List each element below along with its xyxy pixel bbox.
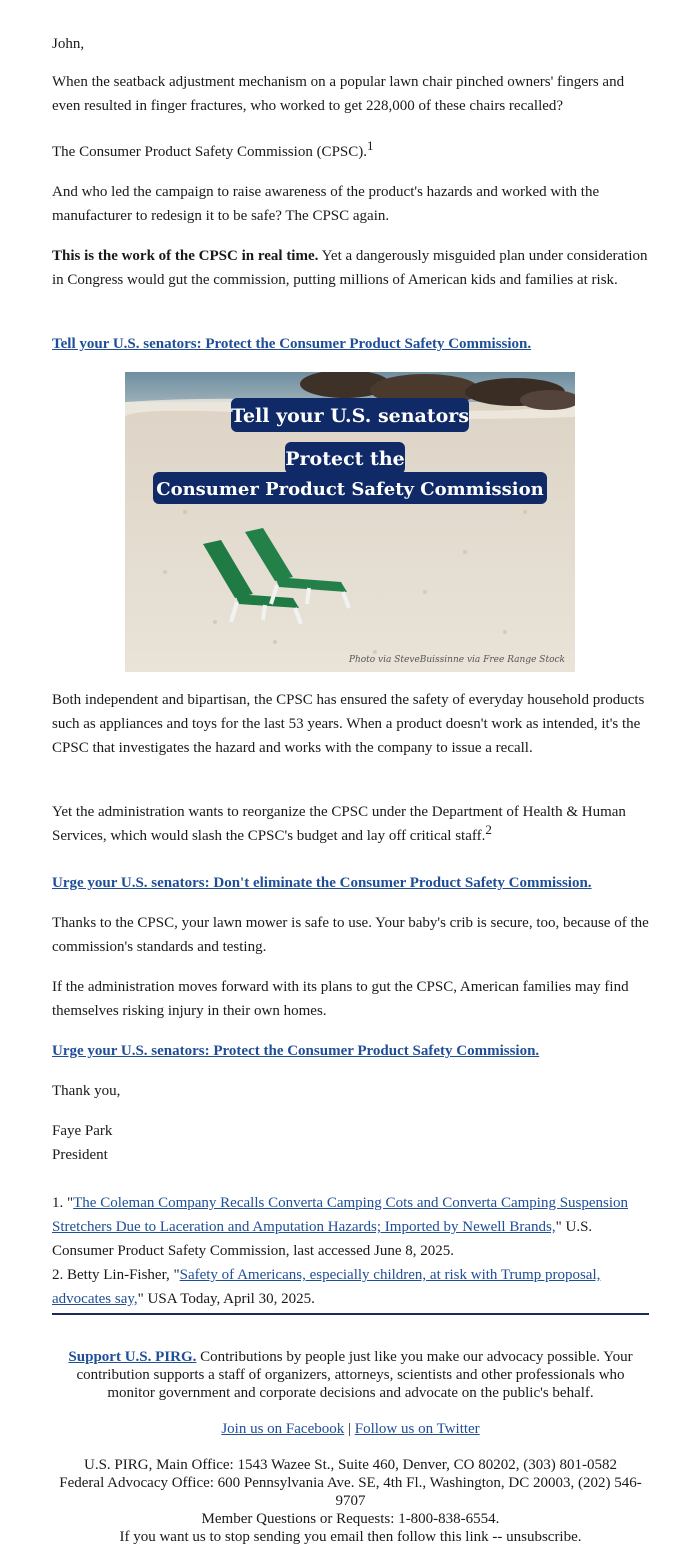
signer-title: President — [52, 1147, 108, 1163]
hero-line-2: Protect the — [285, 448, 405, 470]
footer-address-main: U.S. PIRG, Main Office: 1543 Wazee St., Suite 460, Denver, CO 80202, (303) 801-0582 — [84, 1457, 617, 1473]
footnote-ref-2[interactable]: 2 — [485, 822, 492, 837]
paragraph-threat — [52, 244, 650, 292]
hero-image[interactable] — [125, 372, 575, 672]
photo-credit: Photo via SteveBuissinne via Free Range Stock — [348, 655, 565, 665]
facebook-link[interactable]: Join us on Facebook — [221, 1421, 345, 1437]
signer-name: Faye Park — [52, 1123, 113, 1139]
paragraph-intro: When the seatback adjustment mechanism on a popular lawn chair pinched owners' fingers and even resulted in finger fractures, who worked to get 228,000 of these chairs recalled? — [52, 74, 625, 114]
hero-illustration — [125, 372, 575, 672]
paragraph-families: If the administration moves forward with its plans to gut the CPSC, American families may find themselves risking injury in their own homes. — [52, 979, 629, 1019]
footer-address-federal: Federal Advocacy Office: 600 Pennsylvania Ave. SE, 4th Fl., Washington, DC 20003, (202) 546-9707 — [59, 1475, 642, 1509]
paragraph-campaign: And who led the campaign to raise awareness of the product's hazards and worked with the manufacturer to redesign it to be safe? The CPSC again. — [52, 184, 600, 224]
greeting: John, — [52, 36, 85, 52]
support-text: Contributions by people just like you make our advocacy possible. Your contribution supports a staff of organizers, attorneys, scientists and other professionals who monitor government and corporate decisions and advocate on the public's behalf. — [76, 1349, 633, 1401]
footnote-2-suffix: " USA Today, April 30, 2025. — [137, 1291, 315, 1307]
paragraph-reorganize — [52, 800, 650, 848]
footer-unsubscribe[interactable]: If you want us to stop sending you email then follow this link -- unsubscribe. — [119, 1529, 582, 1545]
footnote-1-prefix: 1. " — [52, 1195, 74, 1211]
paragraph-threat-rest: Yet a dangerously misguided plan under consideration in Congress would gut the commission, putting millions of American kids and families at risk. — [52, 248, 648, 288]
paragraph-answer-text: The Consumer Product Safety Commission (CPSC). — [52, 144, 367, 160]
footer-member: Member Questions or Requests: 1-800-838-6554. — [201, 1511, 500, 1527]
footnote-1-suffix: " U.S. Consumer Product Safety Commission, last accessed June 8, 2025. — [52, 1219, 593, 1259]
paragraph-answer — [52, 140, 374, 164]
footer-social — [52, 1420, 649, 1438]
paragraph-lawn-mower: Thanks to the CPSC, your lawn mower is safe to use. Your baby's crib is secure, too, because of the commission's standards and testing. — [52, 915, 649, 955]
closing: Thank you, — [52, 1083, 121, 1099]
cta-link-protect-cpsc-1[interactable]: Tell your U.S. senators: Protect the Consumer Product Safety Commission. — [52, 336, 532, 352]
cta-link-dont-eliminate[interactable]: Urge your U.S. senators: Don't eliminate the Consumer Product Safety Commission. — [52, 875, 592, 891]
footer-support — [52, 1348, 649, 1402]
footnote-1 — [52, 1191, 632, 1263]
support-link[interactable]: Support U.S. PIRG. — [68, 1349, 197, 1365]
social-separator: | — [347, 1421, 351, 1437]
footnotes — [52, 1191, 632, 1311]
twitter-link[interactable]: Follow us on Twitter — [354, 1421, 480, 1437]
divider — [52, 1313, 649, 1315]
footnote-1-link[interactable]: The Coleman Company Recalls Converta Camping Cots and Converta Camping Suspension Stretchers Due to Laceration and Amputation Hazards; Imported by Newell Brands, — [52, 1195, 629, 1235]
cta-link-2-wrap — [52, 871, 592, 895]
footer — [52, 1348, 649, 1546]
cta-link-1-wrap — [52, 332, 531, 356]
footnote-2-link[interactable]: Safety of Americans, especially children, at risk with Trump proposal, advocates say, — [52, 1267, 601, 1307]
hero-line-1: Tell your U.S. senators — [230, 405, 470, 427]
paragraph-reorganize-text: Yet the administration wants to reorganize the CPSC under the Department of Health & Human Services, which would slash the CPSC's budget and lay off critical staff. — [52, 804, 626, 844]
paragraph-threat-bold: This is the work of the CPSC in real time. — [52, 248, 319, 264]
cta-link-protect-cpsc-2[interactable]: Urge your U.S. senators: Protect the Consumer Product Safety Commission. — [52, 1043, 540, 1059]
hero-line-3: Consumer Product Safety Commission — [156, 479, 544, 500]
cta-link-3-wrap — [52, 1039, 539, 1063]
footnote-2-prefix: 2. Betty Lin-Fisher, " — [52, 1267, 180, 1283]
paragraph-independent: Both independent and bipartisan, the CPSC has ensured the safety of everyday household products such as appliances and toys for the last 53 years. When a product doesn't work as intended, it's the CPSC that investigates the hazard and works with the company to issue a recall. — [52, 692, 645, 756]
footnote-ref-1[interactable]: 1 — [367, 138, 374, 153]
footnote-2 — [52, 1263, 632, 1311]
